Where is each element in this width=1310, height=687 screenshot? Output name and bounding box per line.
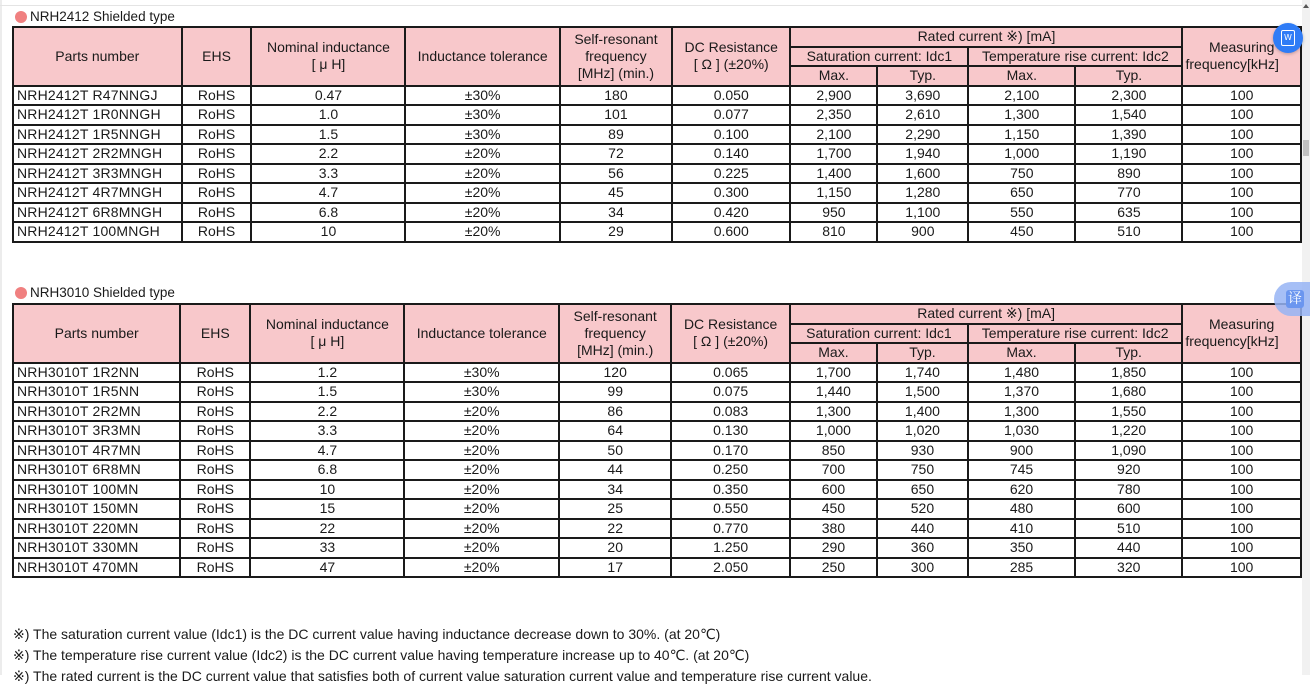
- header-dcr-label: DC Resistance: [683, 316, 778, 333]
- spec-table-1: [12, 303, 1302, 578]
- cell-temperature-typ: 1,540: [1075, 105, 1182, 125]
- cell-inductance: 6.8: [251, 203, 405, 223]
- header-saturation-typ: Typ.: [877, 343, 968, 363]
- cell-srf: 180: [560, 86, 672, 106]
- scroll-up-arrow-icon[interactable]: [1303, 4, 1309, 8]
- cell-srf: 64: [559, 421, 671, 441]
- cell-ehs: RoHS: [180, 460, 250, 480]
- cell-tolerance: ±20%: [405, 164, 559, 184]
- section-title-1: [15, 284, 175, 302]
- header-saturation-typ: Typ.: [877, 66, 968, 86]
- spec-table-0: [12, 26, 1302, 243]
- cell-temperature-typ: 890: [1075, 164, 1182, 184]
- cell-temperature-max: 650: [968, 183, 1075, 203]
- cell-measuring-frequency: 100: [1182, 480, 1301, 500]
- cell-temperature-typ: 1,680: [1075, 382, 1182, 402]
- header-parts-number: Parts number: [13, 304, 180, 363]
- table-row: [13, 519, 1301, 539]
- cell-measuring-frequency: 100: [1182, 183, 1301, 203]
- translate-icon: 译: [1288, 291, 1302, 307]
- cell-dc-resistance: 0.075: [671, 382, 790, 402]
- cell-saturation-typ: 930: [877, 441, 968, 461]
- cell-inductance: 10: [251, 222, 405, 242]
- cell-srf: 29: [560, 222, 672, 242]
- cell-temperature-typ: 1,850: [1075, 363, 1182, 383]
- cell-saturation-typ: 1,020: [877, 421, 968, 441]
- cell-saturation-max: 1,700: [790, 144, 877, 164]
- cell-dc-resistance: 0.420: [672, 203, 790, 223]
- cell-saturation-typ: 900: [877, 222, 968, 242]
- header-inductance-tolerance: Inductance tolerance: [404, 304, 559, 363]
- cell-ehs: RoHS: [180, 382, 250, 402]
- cell-part-number: NRH3010T 330MN: [13, 538, 180, 558]
- cell-tolerance: ±20%: [404, 480, 559, 500]
- cell-saturation-max: 810: [790, 222, 877, 242]
- translate-button[interactable]: [1274, 282, 1310, 316]
- header-temperature-max: Max.: [968, 343, 1075, 363]
- cell-part-number: NRH3010T 100MN: [13, 480, 180, 500]
- cell-dc-resistance: 0.050: [672, 86, 790, 106]
- cell-ehs: RoHS: [180, 480, 250, 500]
- cell-saturation-typ: 3,690: [877, 86, 968, 106]
- cell-dc-resistance: 0.600: [672, 222, 790, 242]
- cell-measuring-frequency: 100: [1182, 222, 1301, 242]
- cell-part-number: NRH3010T 470MN: [13, 558, 180, 578]
- cell-saturation-max: 950: [790, 203, 877, 223]
- cell-srf: 72: [560, 144, 672, 164]
- cell-temperature-typ: 1,090: [1075, 441, 1182, 461]
- cell-dc-resistance: 0.077: [672, 105, 790, 125]
- cell-measuring-frequency: 100: [1182, 86, 1301, 106]
- section-title-text: NRH2412 Shielded type: [30, 9, 175, 24]
- cell-saturation-typ: 1,280: [877, 183, 968, 203]
- cell-part-number: NRH3010T 1R5NN: [13, 382, 180, 402]
- cell-dc-resistance: 0.250: [671, 460, 790, 480]
- header-nominal-inductance: [250, 304, 404, 363]
- cell-part-number: NRH2412T 100MNGH: [13, 222, 182, 242]
- cell-temperature-typ: 770: [1075, 183, 1182, 203]
- cell-dc-resistance: 0.083: [671, 402, 790, 422]
- cell-tolerance: ±20%: [404, 538, 559, 558]
- section-title-0: [15, 8, 175, 26]
- cell-measuring-frequency: 100: [1182, 402, 1301, 422]
- cell-inductance: 33: [250, 538, 404, 558]
- cell-dc-resistance: 0.350: [671, 480, 790, 500]
- cell-temperature-typ: 1,190: [1075, 144, 1182, 164]
- cell-part-number: NRH2412T 1R0NNGH: [13, 105, 182, 125]
- cell-ehs: RoHS: [182, 86, 252, 106]
- cell-saturation-max: 1,300: [790, 402, 877, 422]
- cell-tolerance: ±20%: [405, 183, 559, 203]
- cell-saturation-typ: 360: [877, 538, 968, 558]
- cell-dc-resistance: 1.250: [671, 538, 790, 558]
- cell-inductance: 1.2: [250, 363, 404, 383]
- table-row: [13, 441, 1301, 461]
- table-row: [13, 480, 1301, 500]
- cell-temperature-typ: 320: [1075, 558, 1182, 578]
- cell-saturation-max: 1,400: [790, 164, 877, 184]
- cell-ehs: RoHS: [182, 105, 252, 125]
- table-row: [13, 125, 1301, 145]
- cell-measuring-frequency: 100: [1182, 421, 1301, 441]
- table-row: [13, 164, 1301, 184]
- header-measuring-unit: frequency[kHz]: [1185, 333, 1279, 350]
- cell-dc-resistance: 0.100: [672, 125, 790, 145]
- cell-ehs: RoHS: [180, 441, 250, 461]
- cell-saturation-typ: 2,290: [877, 125, 968, 145]
- table-row: [13, 538, 1301, 558]
- cell-saturation-max: 290: [790, 538, 877, 558]
- header-dcr-unit: [ Ω ] (±20%): [693, 56, 769, 73]
- cell-inductance: 1.5: [250, 382, 404, 402]
- cell-inductance: 2.2: [250, 402, 404, 422]
- cell-srf: 17: [559, 558, 671, 578]
- table-row: [13, 558, 1301, 578]
- cell-saturation-typ: 300: [877, 558, 968, 578]
- cell-temperature-max: 1,150: [968, 125, 1075, 145]
- cell-dc-resistance: 0.770: [671, 519, 790, 539]
- cell-ehs: RoHS: [182, 222, 252, 242]
- header-rated-current: Rated current ※) [mA]: [790, 27, 1182, 47]
- cell-srf: 50: [559, 441, 671, 461]
- cell-measuring-frequency: 100: [1182, 105, 1301, 125]
- header-temperature-typ: Typ.: [1075, 343, 1182, 363]
- cell-tolerance: ±30%: [405, 105, 559, 125]
- cell-measuring-frequency: 100: [1182, 363, 1301, 383]
- cell-srf: 120: [559, 363, 671, 383]
- word-document-icon: W: [1281, 30, 1295, 46]
- cell-srf: 20: [559, 538, 671, 558]
- table-row: [13, 86, 1301, 106]
- cell-inductance: 22: [250, 519, 404, 539]
- cell-saturation-typ: 1,400: [877, 402, 968, 422]
- table-row: [13, 363, 1301, 383]
- cell-inductance: 4.7: [250, 441, 404, 461]
- cell-inductance: 3.3: [250, 421, 404, 441]
- cell-saturation-typ: 520: [877, 499, 968, 519]
- cell-tolerance: ±20%: [404, 519, 559, 539]
- cell-inductance: 1.0: [251, 105, 405, 125]
- header-dc-resistance: [671, 304, 790, 363]
- header-srf-line1: Self-resonant: [574, 30, 658, 47]
- cell-ehs: RoHS: [182, 203, 252, 223]
- cell-dc-resistance: 0.140: [672, 144, 790, 164]
- spec-table-body: [13, 363, 1301, 578]
- cell-temperature-typ: 1,550: [1075, 402, 1182, 422]
- cell-saturation-max: 1,440: [790, 382, 877, 402]
- cell-inductance: 2.2: [251, 144, 405, 164]
- cell-srf: 25: [559, 499, 671, 519]
- header-saturation-max: Max.: [790, 343, 877, 363]
- cell-ehs: RoHS: [180, 363, 250, 383]
- cell-ehs: RoHS: [182, 144, 252, 164]
- table-row: [13, 382, 1301, 402]
- cell-inductance: 6.8: [250, 460, 404, 480]
- cell-srf: 34: [559, 480, 671, 500]
- cell-ehs: RoHS: [182, 183, 252, 203]
- cell-inductance: 0.47: [251, 86, 405, 106]
- cell-saturation-max: 380: [790, 519, 877, 539]
- cell-part-number: NRH3010T 1R2NN: [13, 363, 180, 383]
- table-row: [13, 144, 1301, 164]
- cell-part-number: NRH2412T 3R3MNGH: [13, 164, 182, 184]
- cell-inductance: 47: [250, 558, 404, 578]
- cell-part-number: NRH2412T R47NNGJ: [13, 86, 182, 106]
- bullet-icon: [15, 287, 27, 299]
- page-top-border: [0, 5, 1302, 6]
- cell-temperature-max: 480: [968, 499, 1075, 519]
- cell-saturation-typ: 1,500: [877, 382, 968, 402]
- header-srf-line3: [MHz] (min.): [577, 64, 655, 81]
- cell-temperature-max: 900: [968, 441, 1075, 461]
- cell-tolerance: ±30%: [404, 363, 559, 383]
- cell-measuring-frequency: 100: [1182, 558, 1301, 578]
- cell-inductance: 1.5: [251, 125, 405, 145]
- cell-measuring-frequency: 100: [1182, 203, 1301, 223]
- header-nominal-inductance-label: Nominal inductance: [265, 316, 389, 333]
- table-row: [13, 421, 1301, 441]
- cell-saturation-typ: 1,100: [877, 203, 968, 223]
- cell-saturation-max: 1,150: [790, 183, 877, 203]
- header-dcr-label: DC Resistance: [684, 39, 778, 56]
- footnote-temperature-rise: ※) The temperature rise current value (Idc2) is the DC current value having temperature increase up to 40℃. (at 20℃): [13, 647, 750, 663]
- cell-saturation-typ: 1,940: [877, 144, 968, 164]
- cell-tolerance: ±20%: [404, 558, 559, 578]
- table-row: [13, 203, 1301, 223]
- footnote-rated-current: ※) The rated current is the DC current value that satisfies both of current value saturation current value and temperature rise current value.: [13, 668, 872, 684]
- header-srf-line2: frequency: [585, 47, 647, 64]
- table-row: [13, 460, 1301, 480]
- cell-srf: 56: [560, 164, 672, 184]
- cell-temperature-typ: 635: [1075, 203, 1182, 223]
- cell-temperature-max: 410: [968, 519, 1075, 539]
- header-inductance-tolerance: Inductance tolerance: [405, 27, 559, 86]
- cell-tolerance: ±20%: [405, 203, 559, 223]
- cell-inductance: 10: [250, 480, 404, 500]
- cell-dc-resistance: 0.550: [671, 499, 790, 519]
- cell-saturation-typ: 1,600: [877, 164, 968, 184]
- cell-temperature-max: 620: [968, 480, 1075, 500]
- table-row: [13, 105, 1301, 125]
- vertical-scrollbar[interactable]: [1302, 0, 1310, 675]
- header-srf-line2: frequency: [584, 324, 646, 341]
- word-export-button[interactable]: [1273, 23, 1303, 53]
- cell-part-number: NRH3010T 2R2MN: [13, 402, 180, 422]
- header-nominal-inductance: [251, 27, 405, 86]
- header-dc-resistance: [672, 27, 790, 86]
- cell-saturation-max: 2,100: [790, 125, 877, 145]
- cell-srf: 44: [559, 460, 671, 480]
- table-row: [13, 183, 1301, 203]
- header-measuring-label: Measuring: [1209, 39, 1275, 56]
- cell-temperature-typ: 780: [1075, 480, 1182, 500]
- cell-measuring-frequency: 100: [1182, 382, 1301, 402]
- cell-measuring-frequency: 100: [1182, 499, 1301, 519]
- cell-temperature-max: 350: [968, 538, 1075, 558]
- cell-tolerance: ±30%: [405, 125, 559, 145]
- cell-saturation-max: 250: [790, 558, 877, 578]
- cell-temperature-typ: 600: [1075, 499, 1182, 519]
- cell-ehs: RoHS: [182, 164, 252, 184]
- cell-inductance: 4.7: [251, 183, 405, 203]
- header-rated-current: Rated current ※) [mA]: [790, 304, 1182, 324]
- cell-temperature-typ: 1,220: [1075, 421, 1182, 441]
- cell-saturation-max: 2,350: [790, 105, 877, 125]
- cell-srf: 99: [559, 382, 671, 402]
- cell-part-number: NRH3010T 4R7MN: [13, 441, 180, 461]
- cell-saturation-max: 450: [790, 499, 877, 519]
- cell-temperature-max: 1,030: [968, 421, 1075, 441]
- cell-measuring-frequency: 100: [1182, 460, 1301, 480]
- bullet-icon: [15, 11, 27, 23]
- cell-tolerance: ±20%: [404, 421, 559, 441]
- cell-tolerance: ±20%: [405, 144, 559, 164]
- header-nominal-inductance-label: Nominal inductance: [266, 39, 390, 56]
- cell-ehs: RoHS: [180, 402, 250, 422]
- cell-tolerance: ±20%: [404, 460, 559, 480]
- cell-temperature-max: 1,480: [968, 363, 1075, 383]
- cell-measuring-frequency: 100: [1182, 164, 1301, 184]
- cell-inductance: 3.3: [251, 164, 405, 184]
- header-ehs: EHS: [182, 27, 252, 86]
- cell-temperature-max: 1,300: [968, 402, 1075, 422]
- cell-temperature-max: 1,000: [968, 144, 1075, 164]
- cell-temperature-max: 450: [968, 222, 1075, 242]
- cell-tolerance: ±30%: [404, 382, 559, 402]
- cell-part-number: NRH2412T 1R5NNGH: [13, 125, 182, 145]
- header-temperature-rise-current: Temperature rise current: Idc2: [968, 324, 1182, 344]
- header-self-resonant-frequency: [560, 27, 672, 86]
- cell-saturation-max: 600: [790, 480, 877, 500]
- cell-tolerance: ±30%: [405, 86, 559, 106]
- cell-inductance: 15: [250, 499, 404, 519]
- cell-dc-resistance: 0.300: [672, 183, 790, 203]
- cell-dc-resistance: 2.050: [671, 558, 790, 578]
- spec-table-body: [13, 86, 1301, 242]
- cell-tolerance: ±20%: [404, 441, 559, 461]
- header-srf-line3: [MHz] (min.): [577, 341, 654, 358]
- header-saturation-current: Saturation current: Idc1: [790, 324, 968, 344]
- header-ehs: EHS: [180, 304, 250, 363]
- cell-tolerance: ±20%: [404, 499, 559, 519]
- cell-saturation-typ: 2,610: [877, 105, 968, 125]
- cell-temperature-typ: 920: [1075, 460, 1182, 480]
- cell-temperature-typ: 510: [1075, 222, 1182, 242]
- cell-measuring-frequency: 100: [1182, 538, 1301, 558]
- footnote-saturation: ※) The saturation current value (Idc1) is the DC current value having inductance decrease down to 30%. (at 20℃): [13, 626, 721, 642]
- cell-part-number: NRH3010T 150MN: [13, 499, 180, 519]
- cell-part-number: NRH3010T 6R8MN: [13, 460, 180, 480]
- cell-part-number: NRH3010T 3R3MN: [13, 421, 180, 441]
- header-srf-line1: Self-resonant: [573, 307, 657, 324]
- cell-ehs: RoHS: [180, 558, 250, 578]
- cell-saturation-max: 700: [790, 460, 877, 480]
- cell-ehs: RoHS: [180, 499, 250, 519]
- cell-srf: 86: [559, 402, 671, 422]
- header-measuring-label: Measuring: [1208, 316, 1275, 333]
- cell-measuring-frequency: 100: [1182, 519, 1301, 539]
- header-saturation-max: Max.: [790, 66, 877, 86]
- header-nominal-inductance-unit: [ μ H]: [310, 333, 345, 350]
- cell-dc-resistance: 0.225: [672, 164, 790, 184]
- cell-temperature-typ: 510: [1075, 519, 1182, 539]
- header-nominal-inductance-unit: [ μ H]: [311, 56, 346, 73]
- table-row: [13, 402, 1301, 422]
- cell-saturation-typ: 1,740: [877, 363, 968, 383]
- cell-saturation-typ: 750: [877, 460, 968, 480]
- header-temperature-typ: Typ.: [1075, 66, 1182, 86]
- cell-part-number: NRH2412T 2R2MNGH: [13, 144, 182, 164]
- cell-measuring-frequency: 100: [1182, 144, 1301, 164]
- table-row: [13, 499, 1301, 519]
- cell-temperature-max: 550: [968, 203, 1075, 223]
- header-measuring-unit: frequency[kHz]: [1185, 56, 1279, 73]
- cell-temperature-max: 745: [968, 460, 1075, 480]
- scrollbar-thumb[interactable]: [1303, 140, 1309, 156]
- cell-dc-resistance: 0.130: [671, 421, 790, 441]
- cell-measuring-frequency: 100: [1182, 441, 1301, 461]
- cell-dc-resistance: 0.065: [671, 363, 790, 383]
- cell-temperature-typ: 2,300: [1075, 86, 1182, 106]
- cell-srf: 34: [560, 203, 672, 223]
- cell-temperature-max: 1,370: [968, 382, 1075, 402]
- cell-srf: 22: [559, 519, 671, 539]
- page-left-border: [0, 0, 2, 675]
- cell-temperature-typ: 1,390: [1075, 125, 1182, 145]
- header-temperature-max: Max.: [968, 66, 1075, 86]
- cell-temperature-typ: 440: [1075, 538, 1182, 558]
- table-row: [13, 222, 1301, 242]
- cell-srf: 89: [560, 125, 672, 145]
- cell-temperature-max: 750: [968, 164, 1075, 184]
- section-title-text: NRH3010 Shielded type: [30, 285, 175, 300]
- cell-dc-resistance: 0.170: [671, 441, 790, 461]
- cell-ehs: RoHS: [180, 519, 250, 539]
- cell-ehs: RoHS: [182, 125, 252, 145]
- header-parts-number: Parts number: [13, 27, 182, 86]
- cell-part-number: NRH2412T 6R8MNGH: [13, 203, 182, 223]
- cell-saturation-typ: 650: [877, 480, 968, 500]
- cell-tolerance: ±20%: [405, 222, 559, 242]
- header-temperature-rise-current: Temperature rise current: Idc2: [968, 47, 1182, 67]
- cell-ehs: RoHS: [180, 421, 250, 441]
- cell-saturation-max: 850: [790, 441, 877, 461]
- cell-temperature-max: 285: [968, 558, 1075, 578]
- cell-temperature-max: 2,100: [968, 86, 1075, 106]
- cell-saturation-typ: 440: [877, 519, 968, 539]
- cell-ehs: RoHS: [180, 538, 250, 558]
- footnotes: [13, 624, 872, 687]
- cell-measuring-frequency: 100: [1182, 125, 1301, 145]
- cell-part-number: NRH3010T 220MN: [13, 519, 180, 539]
- cell-part-number: NRH2412T 4R7MNGH: [13, 183, 182, 203]
- header-dcr-unit: [ Ω ] (±20%): [693, 333, 769, 350]
- header-saturation-current: Saturation current: Idc1: [790, 47, 968, 67]
- cell-saturation-max: 2,900: [790, 86, 877, 106]
- cell-saturation-max: 1,000: [790, 421, 877, 441]
- cell-saturation-max: 1,700: [790, 363, 877, 383]
- cell-srf: 101: [560, 105, 672, 125]
- cell-srf: 45: [560, 183, 672, 203]
- cell-temperature-max: 1,300: [968, 105, 1075, 125]
- header-self-resonant-frequency: [559, 304, 671, 363]
- cell-tolerance: ±20%: [404, 402, 559, 422]
